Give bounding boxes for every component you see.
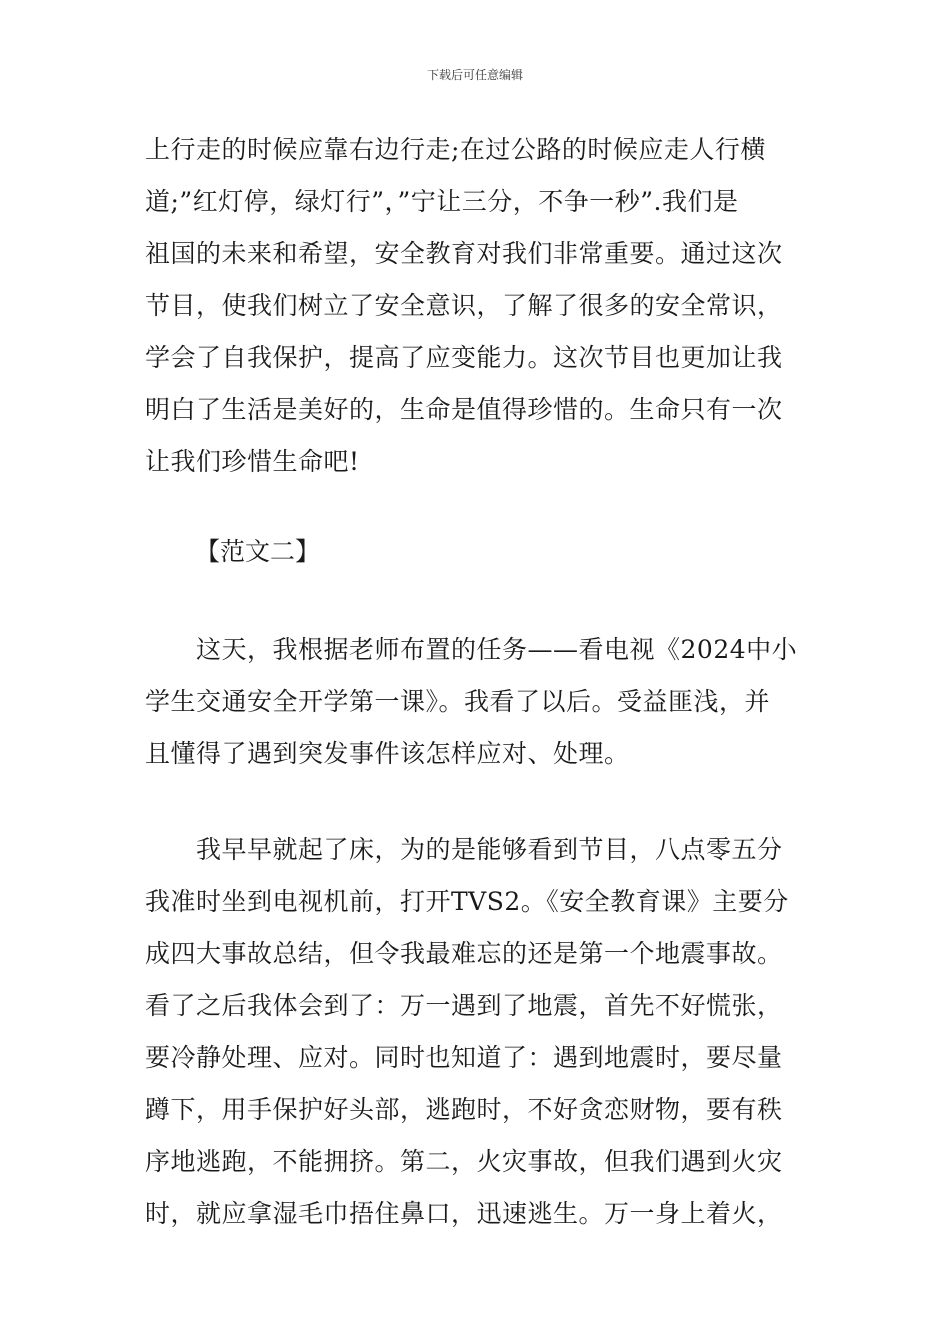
text-line: 序地逃跑，不能拥挤。第二，火灾事故，但我们遇到火灾 <box>145 1147 783 1176</box>
text-line: 节目，使我们树立了安全意识，了解了很多的安全常识， <box>145 291 783 320</box>
page-header: 下载后可任意编辑 <box>426 68 523 82</box>
text-line: 我准时坐到电视机前，打开TVS2。《安全教育课》主要分 <box>145 887 789 916</box>
text-line: 明白了生活是美好的，生命是值得珍惜的。生命只有一次 <box>145 395 783 424</box>
text-line: 成四大事故总结，但令我最难忘的还是第一个地震事故。 <box>145 939 783 968</box>
text-line: 上行走的时候应靠右边行走;在过公路的时候应走人行横 <box>145 135 766 164</box>
text-line: 道;”红灯停，绿灯行”，”宁让三分，不争一秒”.我们是 <box>145 187 739 216</box>
text-line: 时，就应拿湿毛巾捂住鼻口，迅速逃生。万一身上着火， <box>145 1199 783 1228</box>
text-line: 看了之后我体会到了：万一遇到了地震，首先不好慌张， <box>145 991 783 1020</box>
text-line: 要冷静处理、应对。同时也知道了：遇到地震时，要尽量 <box>145 1043 783 1072</box>
text-line: 这天，我根据老师布置的任务——看电视《2024中小 <box>145 635 798 664</box>
text-line: 祖国的未来和希望，安全教育对我们非常重要。通过这次 <box>145 239 783 268</box>
text-line: 我早早就起了床，为的是能够看到节目，八点零五分 <box>145 835 783 864</box>
paragraph-3 <box>145 824 810 1240</box>
text-line: 且懂得了遇到突发事件该怎样应对、处理。 <box>145 739 630 768</box>
text-line: 让我们珍惜生命吧! <box>145 447 360 476</box>
text-line: 蹲下，用手保护好头部，逃跑时，不好贪恋财物，要有秩 <box>145 1095 783 1124</box>
text-line: 学会了自我保护，提高了应变能力。这次节目也更加让我 <box>145 343 783 372</box>
section-heading: 【范文二】 <box>195 537 321 566</box>
paragraph-2 <box>145 624 810 780</box>
paragraph-1 <box>145 124 810 488</box>
text-line: 学生交通安全开学第一课》。我看了以后。受益匪浅，并 <box>145 687 771 716</box>
